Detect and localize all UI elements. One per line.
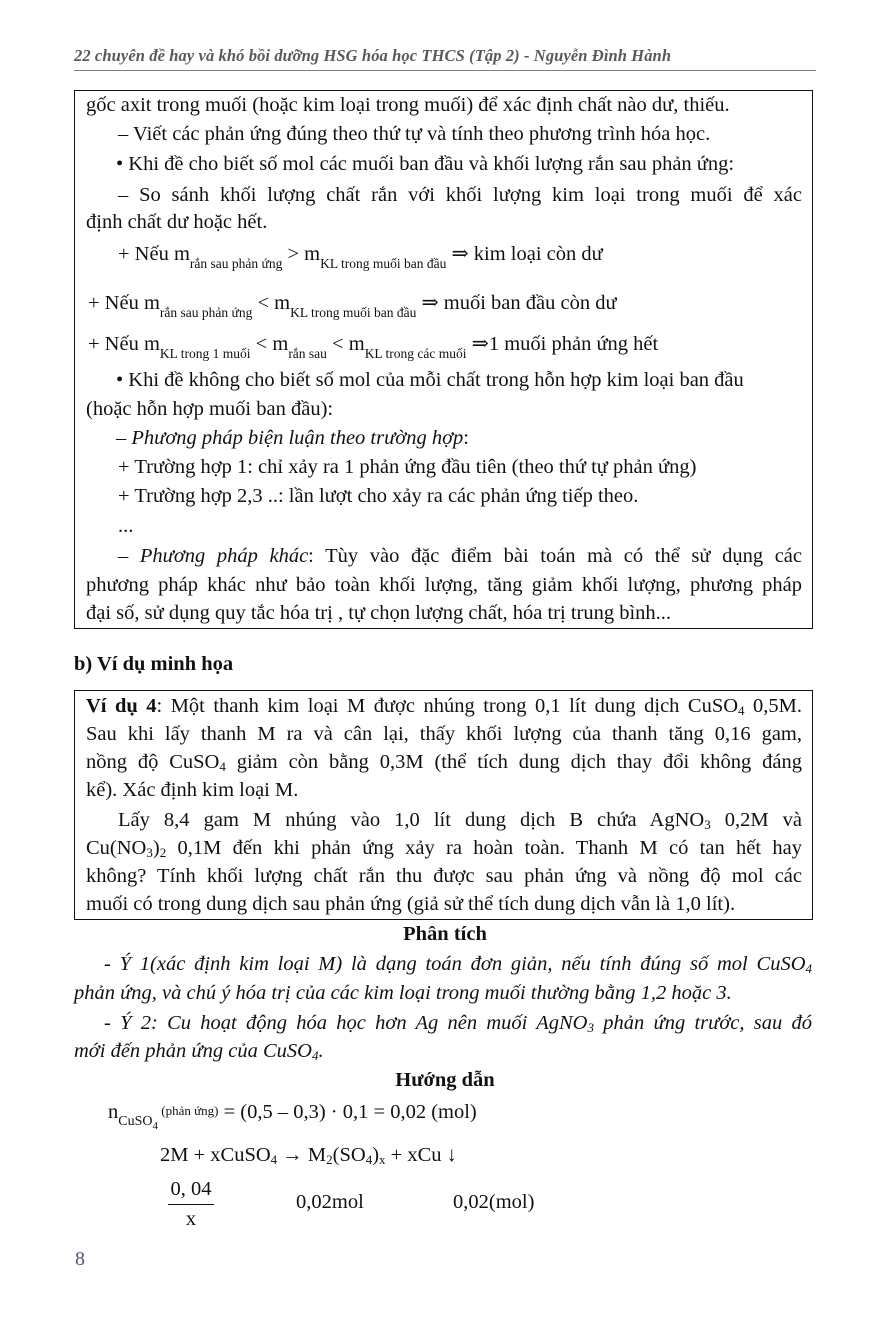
cond-result: ⇒ muối ban đầu còn dư [416, 292, 617, 314]
annotation: (phản ứng) [157, 1103, 219, 1118]
example-line: Sau khi lấy thanh M ra và cân lại, thấy khối lượng của thanh tăng 0,16 gam, [86, 723, 802, 745]
cond-prefix: + Nếu m [118, 243, 190, 265]
subscript: 4 [270, 1152, 278, 1167]
dash: – [118, 545, 140, 567]
text: = (0,5 – 0,3) · 0,1 = 0,02 (mol) [218, 1101, 477, 1123]
running-header: 22 chuyên đề hay và khó bồi dưỡng HSG hóa học THCS (Tập 2) - Nguyễn Đình Hành [74, 46, 672, 65]
case-line: + Trường hợp 1: chỉ xảy ra 1 phản ứng đầu tiên (theo thứ tự phản ứng) [118, 456, 697, 478]
text-line: phương pháp khác như bảo toàn khối lượng, tăng giảm khối lượng, phương pháp [86, 574, 802, 596]
subscript: x [379, 1152, 386, 1167]
subscript: 3 [146, 845, 153, 860]
subscript [118, 1114, 158, 1132]
text: phản ứng trước, sau đó [594, 1012, 812, 1034]
page-number: 8 [75, 1248, 85, 1270]
mol-value: 0,02mol [296, 1191, 364, 1213]
method-name: Phương pháp biện luận theo trường hợp [131, 427, 464, 449]
cond-subscript: KL trong 1 muối [159, 346, 251, 361]
method-heading [116, 424, 469, 452]
condition-3 [88, 330, 658, 360]
cond-operator: < m [250, 333, 289, 355]
cond-subscript: KL trong muối ban đầu [320, 256, 447, 271]
text: Ý 2: Cu hoạt động hóa học hơn Ag nên muối AgNO [120, 1012, 588, 1034]
section-title: b) Ví dụ minh họa [74, 653, 234, 675]
text: Lấy 8,4 gam M nhúng vào 1,0 lít dung dịch B chứa AgNO [118, 809, 705, 831]
subscript: 4 [152, 1120, 158, 1132]
text: 0,2M và [710, 809, 802, 831]
condition-1 [118, 240, 603, 270]
text-line: định chất dư hoặc hết. [86, 211, 268, 233]
text: n [108, 1101, 119, 1123]
text: 2M + xCuSO [160, 1144, 271, 1166]
text: mới đến phản ứng của CuSO [74, 1040, 312, 1062]
example-line: muối có trong dung dịch sau phản ứng (giả sử thể tích dung dịch vẫn là 1,0 lít). [86, 893, 736, 915]
dash: – [116, 427, 132, 449]
subscript: 4 [805, 961, 813, 976]
text: giảm còn bằng 0,3M (thể tích dung dịch thay đổi không đáng [225, 751, 802, 773]
subscript: 3 [704, 817, 711, 832]
dash: - [104, 953, 120, 975]
text: + xCu ↓ [385, 1144, 457, 1166]
subscript: 4 [365, 1152, 373, 1167]
fraction [168, 1176, 214, 1231]
example-label: Ví dụ 4 [86, 695, 157, 717]
method-heading [118, 542, 802, 570]
text-line: gốc axit trong muối (hoặc kim loại trong muối) để xác định chất nào dư, thiếu. [86, 94, 730, 116]
method-name: Phương pháp khác [139, 545, 309, 567]
method-desc: : Tùy vào đặc điểm bài toán mà có thể sử dụng các [308, 545, 803, 567]
subscript: 4 [219, 759, 226, 774]
equation-moles [108, 1098, 477, 1132]
text-line: – Viết các phản ứng đúng theo thứ tự và tính theo phương trình hóa học. [118, 123, 711, 145]
cond-subscript: rắn sau phản ứng [189, 256, 283, 271]
cond-result: ⇒ kim loại còn dư [446, 243, 603, 265]
text: CuSO [118, 1114, 153, 1129]
text-line: (hoặc hỗn hợp muối ban đầu): [86, 398, 334, 420]
subscript: 4 [738, 703, 745, 718]
text: ) [372, 1144, 380, 1166]
cond-operator: < m [326, 333, 365, 355]
subscript: 4 [311, 1048, 319, 1063]
cond-operator: < m [252, 292, 291, 314]
cond-result: ⇒1 muối phản ứng hết [466, 333, 659, 355]
numerator: 0, 04 [170, 1178, 212, 1200]
bullet-line: • Khi đề cho biết số mol các muối ban đầu và khối lượng rắn sau phản ứng: [116, 153, 735, 175]
text-line: – So sánh khối lượng chất rắn với khối lượng kim loại trong muối để xác [118, 184, 802, 206]
cond-subscript: rắn sau [288, 346, 327, 361]
case-line: + Trường hợp 2,3 ..: lần lượt cho xảy ra các phản ứng tiếp theo. [118, 485, 639, 507]
subscript: 2 [159, 845, 167, 860]
header-divider [74, 70, 816, 71]
text: : Một thanh kim loại M được nhúng trong 0,1 lít dung dịch CuSO [156, 695, 739, 717]
text: . [318, 1040, 324, 1062]
text: nồng độ CuSO [86, 751, 220, 773]
text: Ý 1(xác định kim loại M) là dạng toán đơn giản, nếu tính đúng số mol CuSO [119, 953, 806, 975]
cond-subscript: rắn sau phản ứng [159, 305, 253, 320]
denominator: x [185, 1208, 197, 1230]
text: → M [277, 1144, 327, 1166]
fraction-bar [168, 1204, 214, 1205]
text: 0,1M đến khi phản ứng xảy ra hoàn toàn. Thanh M có tan hết hay [166, 837, 802, 859]
cond-operator: > m [282, 243, 321, 265]
reaction-equation [160, 1141, 457, 1174]
cond-subscript: KL trong các muối [364, 346, 467, 361]
condition-2 [88, 289, 617, 319]
ellipsis: ... [118, 515, 134, 537]
mol-value: 0,02(mol) [453, 1191, 535, 1213]
analysis-point: phản ứng, và chú ý hóa trị của các kim loại trong muối thường bằng 1,2 hoặc 3. [74, 982, 732, 1004]
cond-prefix: + Nếu m [88, 292, 160, 314]
example-line: kể). Xác định kim loại M. [86, 779, 299, 801]
text: (SO [332, 1144, 366, 1166]
subscript: 2 [326, 1152, 333, 1167]
guide-title: Hướng dẫn [395, 1069, 495, 1091]
analysis-title: Phân tích [403, 923, 487, 945]
text-line: đại số, sử dụng quy tắc hóa trị , tự chọn lượng chất, hóa trị trung bình... [86, 602, 672, 624]
example-line: không? Tính khối lượng chất rắn thu được sau phản ứng và nồng độ mol các [86, 865, 802, 887]
subscript: 3 [587, 1020, 594, 1035]
text: ) [152, 837, 160, 859]
cond-subscript: KL trong muối ban đầu [290, 305, 417, 320]
text: 0,5M. [744, 695, 803, 717]
cond-prefix: + Nếu m [88, 333, 160, 355]
colon: : [463, 427, 469, 449]
dash: - [104, 1012, 121, 1034]
text: Cu(NO [86, 837, 147, 859]
bullet-line: • Khi đề không cho biết số mol của mỗi chất trong hỗn hợp kim loại ban đầu [116, 369, 744, 391]
